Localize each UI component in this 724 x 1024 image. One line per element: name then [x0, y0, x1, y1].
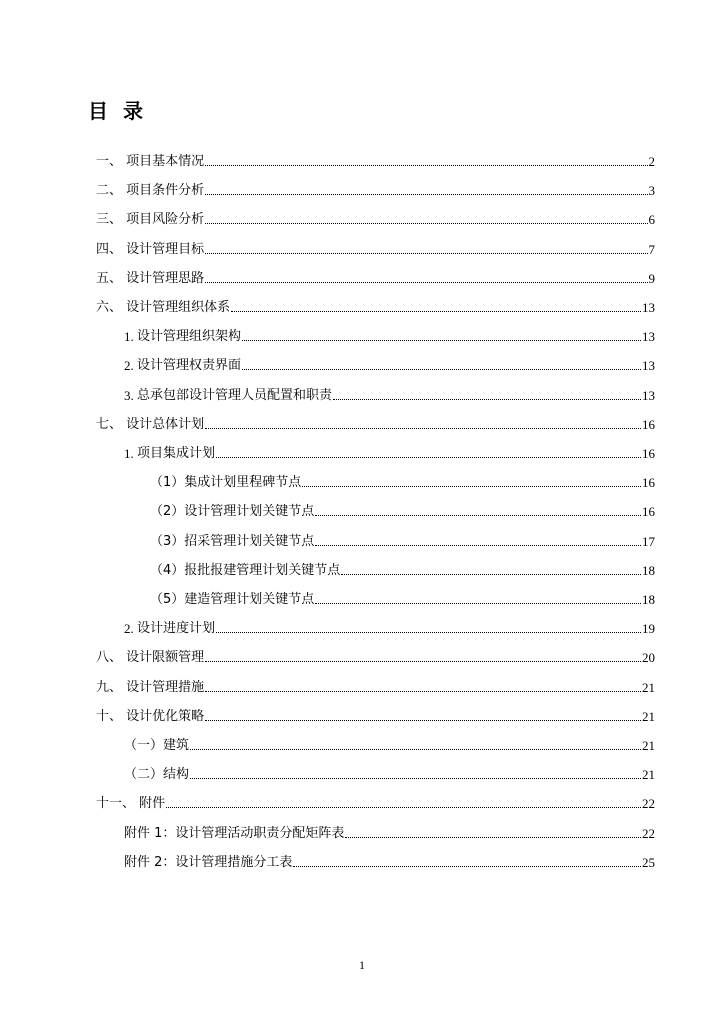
- toc-entry-label: 设计优化策略: [126, 708, 205, 724]
- toc-entry-page: 13: [642, 387, 655, 403]
- toc-entry-label: 附件 1：设计管理活动职责分配矩阵表: [124, 825, 345, 841]
- toc-entry-number: 五、: [96, 270, 127, 286]
- toc-dot-leader: [315, 603, 641, 604]
- toc-entry-number: 1.: [124, 446, 137, 461]
- toc-entry-number: （一）: [124, 738, 164, 753]
- toc-dot-leader: [315, 545, 641, 546]
- toc-entry[interactable]: [96, 411, 655, 433]
- toc-dot-leader: [231, 311, 641, 312]
- toc-dot-leader: [293, 866, 641, 867]
- toc-entry[interactable]: [124, 352, 655, 374]
- toc-entry-label: 设计管理权责界面: [137, 358, 242, 374]
- toc-entry-page: 21: [642, 679, 655, 695]
- toc-entry-number: 一、: [96, 154, 127, 169]
- toc-entry-number: 三、: [96, 212, 127, 228]
- toc-entry-page: 3: [648, 183, 655, 199]
- toc-entry[interactable]: [124, 323, 655, 345]
- toc-entry-label: 设计管理组织体系: [126, 300, 231, 315]
- toc-entry-label: 项目条件分析: [126, 183, 205, 199]
- toc-entry-page: 22: [642, 825, 655, 841]
- toc-entry-label: 设计限额管理: [126, 650, 205, 666]
- toc-entry-label: 建筑: [163, 738, 190, 753]
- toc-entry-number: （二）: [124, 767, 164, 783]
- toc-entry[interactable]: [150, 586, 655, 608]
- toc-entry-label: 报批报建管理计划关键节点: [184, 562, 341, 578]
- toc-dot-leader: [166, 807, 641, 808]
- toc-entry-number: 2.: [124, 621, 137, 637]
- toc-entry-page: 16: [642, 446, 655, 461]
- toc-entry-number: 十、: [96, 708, 127, 724]
- toc-entry-page: 13: [642, 329, 655, 345]
- toc-dot-leader: [205, 165, 647, 166]
- toc-entry-label: 项目基本情况: [126, 154, 205, 169]
- toc-entry-label: 附件 2：设计管理措施分工表: [124, 854, 293, 870]
- toc-dot-leader: [205, 691, 641, 692]
- toc-dot-leader: [205, 428, 641, 429]
- toc-entry-page: 16: [642, 504, 655, 520]
- toc-entry[interactable]: [124, 382, 655, 404]
- toc-entry[interactable]: [96, 790, 655, 812]
- toc-dot-leader: [205, 661, 641, 662]
- toc-dot-leader: [205, 282, 647, 283]
- toc-entry[interactable]: [150, 528, 655, 550]
- toc-entry[interactable]: [96, 206, 655, 228]
- toc-dot-leader: [216, 457, 641, 458]
- toc-entry[interactable]: [96, 148, 655, 170]
- toc-entry-number: （1）: [150, 475, 185, 491]
- toc-entry-number: 八、: [96, 650, 127, 666]
- toc-entry-label: 招采管理计划关键节点: [184, 533, 315, 549]
- toc-entry-label: 结构: [163, 767, 190, 783]
- toc-dot-leader: [302, 486, 641, 487]
- toc-entry[interactable]: [96, 644, 655, 666]
- toc-entry-number: （3）: [150, 533, 185, 549]
- toc-entry[interactable]: [96, 265, 655, 287]
- toc-entry[interactable]: [124, 440, 655, 462]
- toc-entry-number: 1.: [124, 329, 137, 345]
- toc-entry-label: 附件: [139, 796, 166, 812]
- toc-entry-label: 设计管理计划关键节点: [184, 504, 315, 520]
- toc-entry-page: 22: [642, 796, 655, 812]
- toc-entry-number: 二、: [96, 183, 127, 199]
- toc-dot-leader: [205, 223, 647, 224]
- toc-dot-leader: [190, 749, 641, 750]
- toc-dot-leader: [205, 720, 641, 721]
- toc-entry-number: （2）: [150, 504, 185, 520]
- toc-entry-label: 设计总体计划: [126, 416, 205, 432]
- toc-entry-page: 17: [642, 533, 655, 549]
- toc-entry[interactable]: [96, 236, 655, 258]
- toc-entry-page: 16: [642, 416, 655, 432]
- toc-entry-number: （4）: [150, 562, 185, 578]
- toc-entry-label: 项目集成计划: [137, 446, 216, 461]
- toc-entry-page: 16: [642, 475, 655, 491]
- toc-title: 目 录: [88, 99, 147, 123]
- toc-entry[interactable]: [124, 615, 655, 637]
- toc-entry-page: 21: [642, 708, 655, 724]
- toc-dot-leader: [345, 837, 641, 838]
- toc-entry-page: 18: [642, 592, 655, 607]
- toc-entry-page: 20: [642, 650, 655, 666]
- toc-entry-page: 13: [642, 358, 655, 374]
- toc-entry-page: 7: [648, 241, 655, 257]
- toc-entry[interactable]: [96, 703, 655, 725]
- toc-dot-leader: [242, 340, 641, 341]
- toc-entry[interactable]: [124, 820, 655, 842]
- toc-dot-leader: [205, 253, 647, 254]
- toc-entry-number: 四、: [96, 241, 127, 257]
- page-number: 1: [359, 958, 365, 972]
- toc-entry-number: 六、: [96, 300, 127, 315]
- toc-dot-leader: [216, 632, 641, 633]
- toc-entry-label: 设计管理目标: [126, 241, 205, 257]
- toc-entry[interactable]: [124, 732, 655, 754]
- toc-entry[interactable]: [96, 294, 655, 316]
- toc-entry-page: 13: [642, 300, 655, 315]
- toc-entry[interactable]: [96, 674, 655, 696]
- toc-entry[interactable]: [150, 469, 655, 491]
- toc-entry[interactable]: [124, 761, 655, 783]
- toc-dot-leader: [190, 778, 641, 779]
- toc-entry-page: 6: [648, 212, 655, 228]
- toc-entry-number: 七、: [96, 416, 127, 432]
- toc-entry-page: 18: [642, 562, 655, 578]
- toc-entry-label: 总承包部设计管理人员配置和职责: [137, 387, 333, 403]
- toc-dot-leader: [205, 194, 647, 195]
- toc-entry-number: 九、: [96, 679, 127, 695]
- toc-entry-number: 2.: [124, 358, 137, 374]
- toc-dot-leader: [333, 399, 641, 400]
- toc-entry[interactable]: [150, 498, 655, 520]
- toc-entry-page: 21: [642, 767, 655, 783]
- toc-entry-label: 项目风险分析: [126, 212, 205, 228]
- toc-dot-leader: [341, 574, 641, 575]
- toc-entry-label: 设计管理组织架构: [137, 329, 242, 345]
- toc-dot-leader: [242, 369, 641, 370]
- toc-entry-label: 设计进度计划: [137, 621, 216, 637]
- toc-entry-page: 2: [648, 154, 655, 169]
- toc-entry-label: 设计管理思路: [126, 270, 205, 286]
- toc-entry-label: 集成计划里程碑节点: [184, 475, 302, 491]
- toc-entry-page: 19: [642, 621, 655, 637]
- toc-entry-number: 3.: [124, 387, 137, 403]
- toc-entry-page: 21: [642, 738, 655, 753]
- toc-entry-label: 设计管理措施: [126, 679, 205, 695]
- toc-entry[interactable]: [124, 849, 655, 871]
- toc-entry[interactable]: [96, 177, 655, 199]
- toc-entry-label: 建造管理计划关键节点: [184, 592, 315, 607]
- toc-entry-number: 十一、: [96, 796, 140, 812]
- toc-entry-page: 25: [642, 854, 655, 870]
- toc-entry-number: （5）: [150, 592, 185, 607]
- toc-dot-leader: [315, 515, 641, 516]
- toc-entry-page: 9: [648, 270, 655, 286]
- toc-entry[interactable]: [150, 557, 655, 579]
